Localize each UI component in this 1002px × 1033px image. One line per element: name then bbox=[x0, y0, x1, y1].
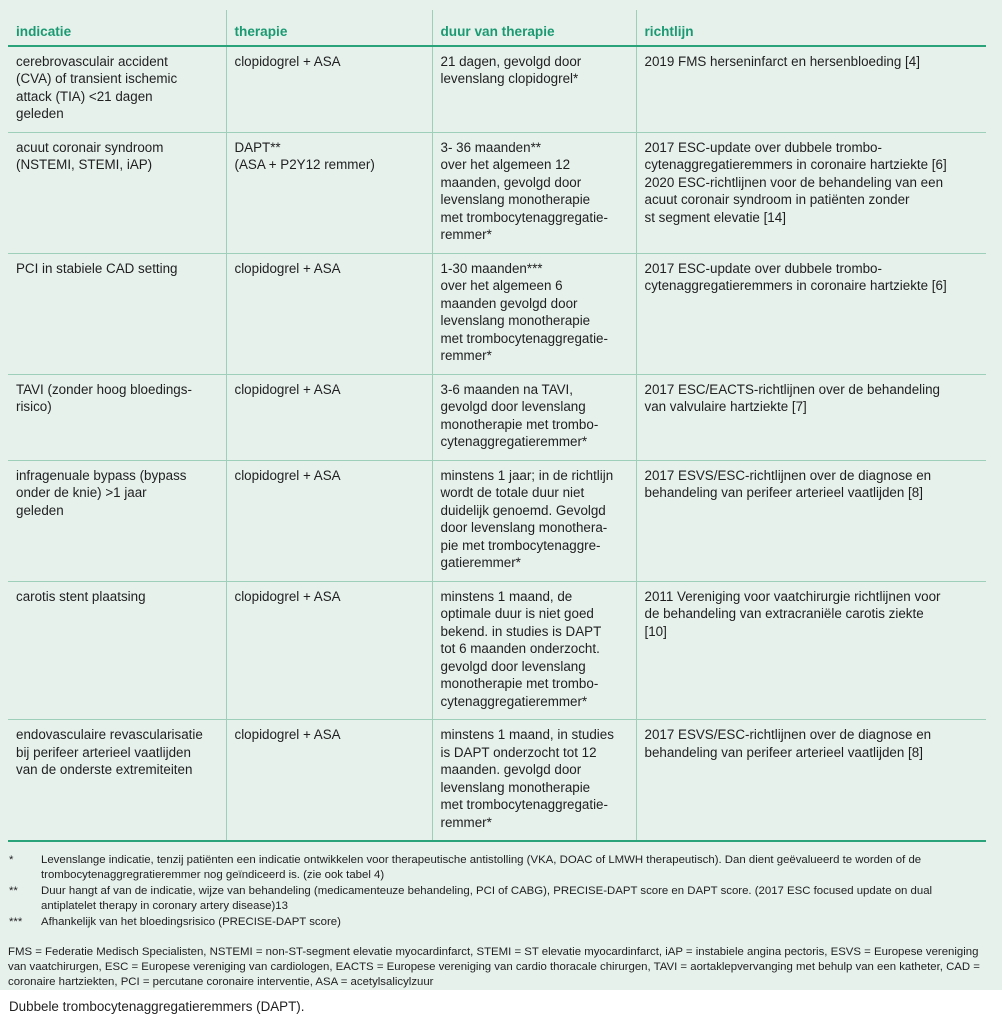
cell-richtlijn: 2019 FMS herseninfarct en hersenbloeding [4] bbox=[636, 46, 986, 133]
cell-therapie: clopidogrel + ASA bbox=[226, 374, 432, 460]
cell-indicatie: TAVI (zonder hoog bloedings- risico) bbox=[8, 374, 226, 460]
cell-therapie: clopidogrel + ASA bbox=[226, 581, 432, 720]
footnote-mark: ** bbox=[9, 885, 18, 897]
cell-richtlijn: 2017 ESC-update over dubbele trombo- cytenaggregatieremmers in coronaire hartziekte [6] bbox=[636, 253, 986, 374]
cell-duur: 3-6 maanden na TAVI, gevolgd door levenslang monotherapie met trombo- cytenaggregatieremmer* bbox=[432, 374, 636, 460]
header-therapie: therapie bbox=[226, 10, 432, 46]
footnote bbox=[8, 884, 990, 914]
footnote-mark: * bbox=[9, 854, 14, 866]
cell-duur: minstens 1 maand, de optimale duur is niet goed bekend. in studies is DAPT tot 6 maanden onderzocht. gevolgd door levenslang monotherapie met trombo- cytenaggregatieremmer* bbox=[432, 581, 636, 720]
abbreviations: FMS = Federatie Medisch Specialisten, NSTEMI = non-ST-segment elevatie myocardinfarct, STEMI = ST elevatie myocardinfarct, iAP = instabiele angina pectoris, ESVS = Europese vereniging van vaatchirurgen, ESC = Europese vereniging van cardiologen, EACTS = Europese vereniging van cardio thoracale chirurgen, TAVI = aortaklepvervanging met behulp van een katheter, CAD = coronaire hartziekten, PCI = percutane coronaire interventie, ASA = acetylsalicylzuur bbox=[8, 946, 980, 988]
footnote-text: Levenslange indicatie, tenzij patiënten een indicatie ontwikkelen voor therapeutische antistolling (VKA, DOAC of LMWH therapeutisch). Dan dient geëvalueerd te worden of de trombocytenaggregratieremmer nog geïndiceerd is. (zie ook tabel 4) bbox=[41, 854, 922, 881]
cell-richtlijn: 2017 ESC-update over dubbele trombo- cytenaggregatieremmers in coronaire hartziekte [6] 2020 ESC-richtlijnen voor de behandeling van een acuut coronair syndroom in patiënten zonder st segment elevatie [14] bbox=[636, 132, 986, 253]
footnote bbox=[8, 915, 990, 930]
cell-richtlijn: 2017 ESVS/ESC-richtlijnen over de diagnose en behandeling van perifeer arterieel vaatlijden [8] bbox=[636, 460, 986, 581]
cell-duur: 1-30 maanden*** over het algemeen 6 maanden gevolgd door levenslang monotherapie met trombocytenaggregatie- remmer* bbox=[432, 253, 636, 374]
cell-indicatie: cerebrovasculair accident (CVA) of transient ischemic attack (TIA) <21 dagen geleden bbox=[8, 46, 226, 133]
cell-therapie: clopidogrel + ASA bbox=[226, 46, 432, 133]
cell-therapie: DAPT** (ASA + P2Y12 remmer) bbox=[226, 132, 432, 253]
table-row bbox=[8, 253, 986, 374]
table-row bbox=[8, 46, 986, 133]
table-row bbox=[8, 374, 986, 460]
footnote-mark: *** bbox=[9, 916, 23, 928]
cell-therapie: clopidogrel + ASA bbox=[226, 253, 432, 374]
header-indicatie: indicatie bbox=[8, 10, 226, 46]
table-caption: Dubbele trombocytenaggregatieremmers (DAPT). bbox=[9, 999, 305, 1014]
dapt-table bbox=[8, 10, 986, 842]
cell-duur: minstens 1 maand, in studies is DAPT onderzocht tot 12 maanden. gevolgd door levenslang monotherapie met trombocytenaggregatie- remmer* bbox=[432, 720, 636, 842]
cell-richtlijn: 2017 ESC/EACTS-richtlijnen over de behandeling van valvulaire hartziekte [7] bbox=[636, 374, 986, 460]
table-row bbox=[8, 720, 986, 842]
footnote-text: Duur hangt af van de indicatie, wijze van behandeling (medicamenteuze behandeling, PCI of CABG), PRECISE-DAPT score en DAPT score. (2017 ESC focused update on dual antiplatelet therapy in coronary artery disease)13 bbox=[41, 885, 933, 912]
cell-therapie: clopidogrel + ASA bbox=[226, 720, 432, 842]
table-row bbox=[8, 132, 986, 253]
cell-richtlijn: 2017 ESVS/ESC-richtlijnen over de diagnose en behandeling van perifeer arterieel vaatlijden [8] bbox=[636, 720, 986, 842]
footnotes bbox=[8, 853, 994, 930]
cell-duur: minstens 1 jaar; in de richtlijn wordt de totale duur niet duidelijk genoemd. Gevolgd door levenslang monothera- pie met trombocytenaggre- gatieremmer* bbox=[432, 460, 636, 581]
cell-indicatie: carotis stent plaatsing bbox=[8, 581, 226, 720]
cell-indicatie: PCI in stabiele CAD setting bbox=[8, 253, 226, 374]
header-duur: duur van therapie bbox=[432, 10, 636, 46]
table-row bbox=[8, 460, 986, 581]
header-richtlijn: richtlijn bbox=[636, 10, 986, 46]
cell-indicatie: infragenuale bypass (bypass onder de knie) >1 jaar geleden bbox=[8, 460, 226, 581]
cell-indicatie: acuut coronair syndroom (NSTEMI, STEMI, iAP) bbox=[8, 132, 226, 253]
footnote bbox=[8, 853, 990, 883]
table-row bbox=[8, 581, 986, 720]
cell-therapie: clopidogrel + ASA bbox=[226, 460, 432, 581]
table-header-row bbox=[8, 10, 986, 46]
cell-duur: 21 dagen, gevolgd door levenslang clopidogrel* bbox=[432, 46, 636, 133]
cell-indicatie: endovasculaire revascularisatie bij perifeer arterieel vaatlijden van de onderste extremiteiten bbox=[8, 720, 226, 842]
cell-richtlijn: 2011 Vereniging voor vaatchirurgie richtlijnen voor de behandeling van extracraniële carotis ziekte [10] bbox=[636, 581, 986, 720]
cell-duur: 3- 36 maanden** over het algemeen 12 maanden, gevolgd door levenslang monotherapie met trombocytenaggregatie- remmer* bbox=[432, 132, 636, 253]
footnote-text: Afhankelijk van het bloedingsrisico (PRECISE-DAPT score) bbox=[41, 916, 341, 928]
